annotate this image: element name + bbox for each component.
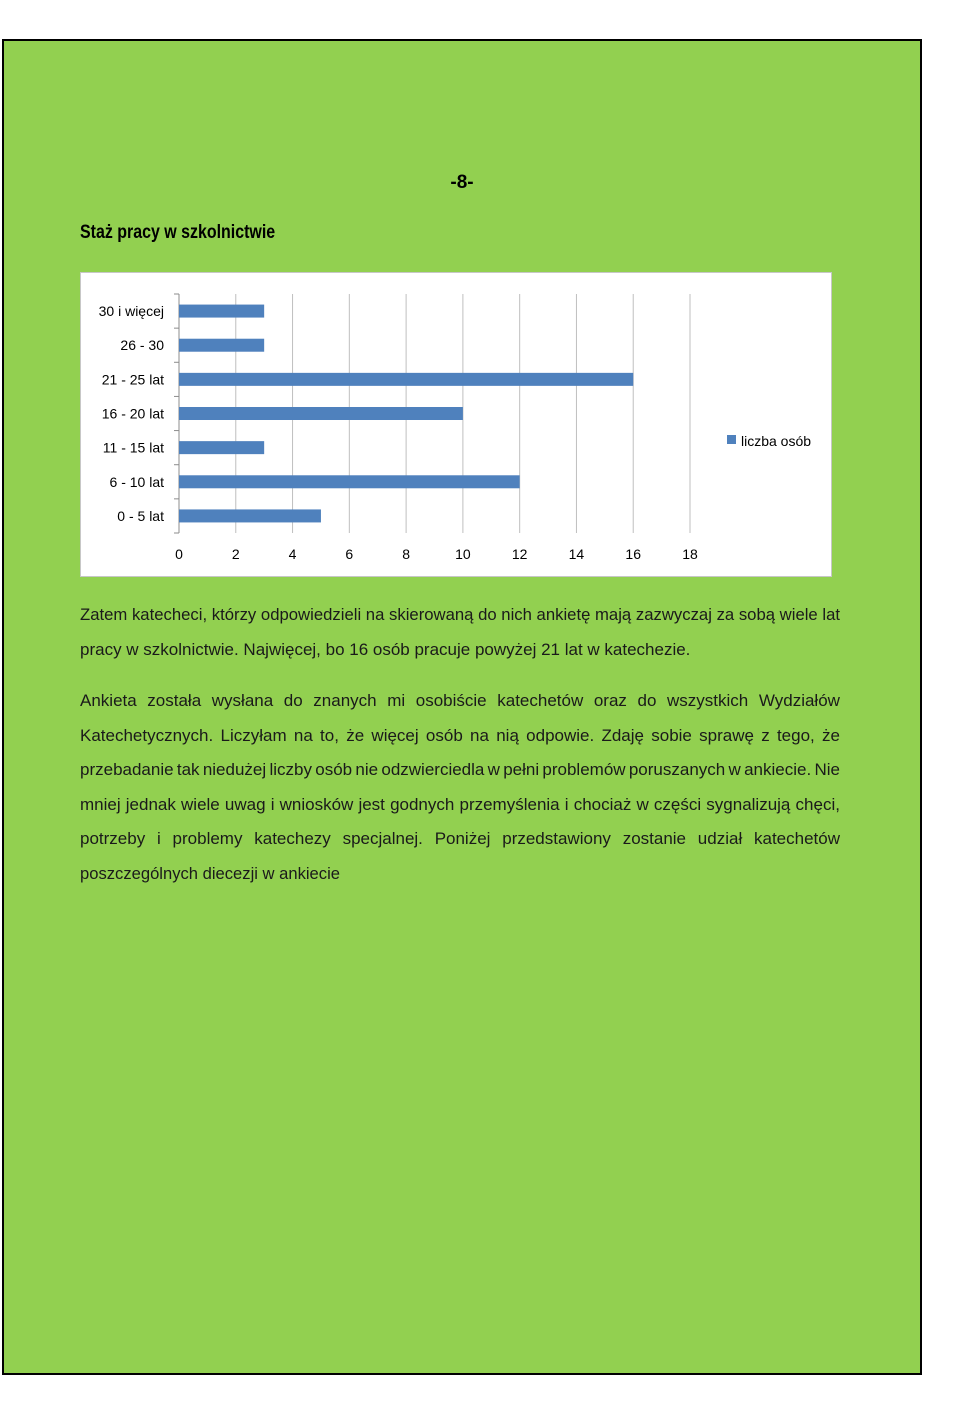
word: Katechetycznych. — [80, 725, 214, 745]
category-label: 11 - 15 lat — [102, 439, 164, 456]
paragraph-1-line-1: Zatem katecheci, którzy odpowiedzieli na skierowaną do nich ankietę mają zazwyczaj za sobą wiele lat — [80, 605, 840, 624]
word: do — [283, 691, 303, 710]
word: mniej — [80, 794, 121, 814]
bar — [179, 407, 463, 420]
word: zostanie — [622, 829, 687, 848]
word: pełni — [503, 760, 540, 779]
x-tick-label: 6 — [345, 546, 354, 562]
word: tego, — [776, 725, 815, 745]
word: i — [270, 794, 275, 814]
category-label: 16 - 20 lat — [101, 405, 164, 422]
word: w — [728, 760, 741, 779]
x-tick-label: 0 — [175, 546, 183, 562]
word: jednak — [125, 794, 176, 814]
word: Zdaję — [601, 725, 644, 745]
category-label: 21 - 25 lat — [101, 371, 164, 388]
paragraph-2-line-3 — [80, 753, 840, 788]
paragraph-2 — [80, 684, 840, 891]
bar — [179, 509, 321, 522]
category-label: 26 - 30 — [120, 337, 164, 354]
word: Nie — [814, 760, 840, 779]
word: problemów — [542, 760, 626, 779]
word: niedużej — [202, 760, 267, 779]
x-tick-label: 12 — [511, 546, 528, 562]
page-number: -8- — [450, 172, 474, 193]
x-tick-label: 18 — [682, 546, 698, 562]
category-label: 30 i więcej — [98, 303, 164, 320]
word: nie — [355, 760, 379, 779]
word: wiele — [181, 794, 220, 814]
word: i — [156, 829, 161, 848]
word: wszystkich — [667, 691, 749, 710]
paragraph-2-line-2 — [80, 719, 840, 754]
word: do — [637, 691, 657, 710]
word: chociaż — [573, 794, 632, 814]
category-label: 0 - 5 lat — [117, 507, 164, 524]
chart-canvas — [81, 273, 831, 576]
word: przedstawiony — [502, 829, 611, 848]
word: specjalnej. — [342, 829, 423, 848]
word: że — [346, 725, 365, 745]
word: przebadanie — [80, 760, 174, 779]
x-tick-label: 2 — [231, 546, 240, 562]
word: osób — [315, 760, 353, 779]
word: udział — [697, 829, 743, 848]
word: katechetów — [497, 691, 584, 710]
word: części — [653, 794, 702, 814]
word: Liczyłam — [220, 725, 287, 745]
x-tick-label: 16 — [625, 546, 642, 562]
word: że — [822, 725, 840, 745]
paragraph-2-line-4 — [80, 788, 840, 823]
word: osób — [425, 725, 463, 745]
word: w — [636, 794, 649, 814]
legend-swatch — [727, 435, 736, 444]
x-tick-label: 4 — [288, 546, 297, 562]
word: godnych — [390, 794, 455, 814]
paragraph-2-line-1 — [80, 684, 840, 719]
word: na — [470, 725, 489, 745]
word: Poniżej — [434, 829, 491, 848]
word: w — [487, 760, 500, 779]
word: wniosków — [279, 794, 354, 814]
word: ankiecie. — [744, 760, 812, 779]
legend-label: liczba osób — [741, 433, 812, 449]
word: jest — [358, 794, 385, 814]
word: i — [564, 794, 569, 814]
bar — [179, 441, 264, 454]
word: odzwierciedla — [381, 760, 485, 779]
section-title: Staż pracy w szkolnictwie — [80, 222, 276, 243]
word: uwag — [224, 794, 266, 814]
word: z — [761, 725, 770, 745]
word: na — [293, 725, 313, 745]
x-tick-label: 10 — [455, 546, 471, 562]
bar-chart — [80, 272, 832, 577]
word: mi — [387, 691, 406, 710]
word: katechetów — [754, 829, 840, 848]
word: sprawę — [699, 725, 754, 745]
x-tick-label: 8 — [402, 546, 411, 562]
word: została — [147, 691, 202, 710]
word: odpowie. — [526, 725, 595, 745]
x-tick-label: 14 — [568, 546, 585, 562]
bar — [179, 339, 264, 352]
word: to, — [320, 725, 339, 745]
word: chęci, — [795, 794, 840, 814]
paragraph-1-line-2: pracy w szkolnictwie. Najwięcej, bo 16 osób pracuje powyżej 21 lat w katechezie. — [80, 639, 691, 659]
word: więcej — [371, 725, 419, 745]
word: nią — [496, 725, 519, 745]
word: problemy — [172, 829, 243, 848]
word: znanych — [313, 691, 377, 710]
word: sygnalizują — [706, 794, 791, 814]
bar — [179, 475, 520, 488]
category-label: 6 - 10 lat — [109, 473, 164, 490]
word: katechezy — [254, 829, 331, 848]
word: tak — [176, 760, 200, 779]
paragraph-2-line-6: poszczególnych diecezji w ankiecie — [80, 863, 340, 883]
paragraph-1 — [80, 598, 840, 667]
bar — [179, 373, 633, 386]
word: poruszanych — [628, 760, 726, 779]
word: wysłana — [211, 691, 274, 710]
word: sobie — [651, 725, 692, 745]
word: Wydziałów — [758, 691, 840, 710]
word: przemyślenia — [459, 794, 560, 814]
bar — [179, 305, 264, 318]
word: oraz — [593, 691, 627, 710]
word: Ankieta — [80, 691, 137, 710]
word: potrzeby — [80, 829, 146, 848]
paragraph-2-line-5 — [80, 822, 840, 857]
word: osobiście — [415, 691, 487, 710]
word: liczby — [269, 760, 312, 779]
